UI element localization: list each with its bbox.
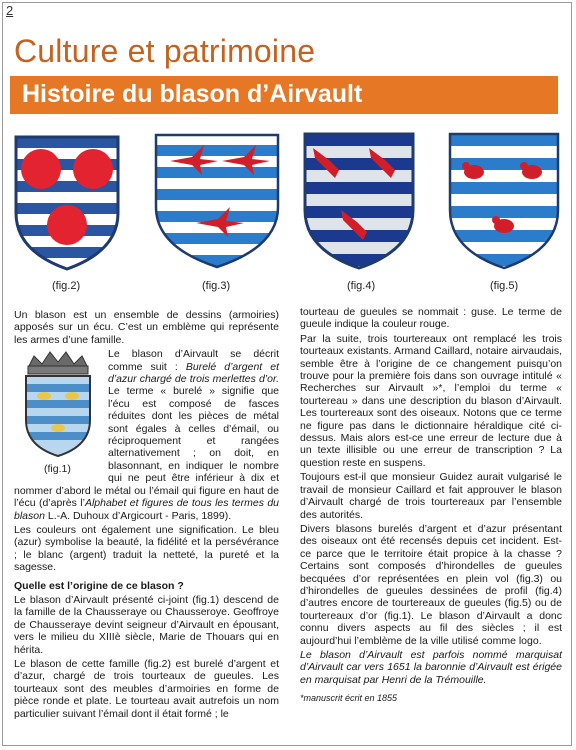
paragraph: Le blason d’Airvault est parfois nommé marquisat d’Airvault car vers 1651 la baronnie d’Airvault est érigée en marquisat par Henri de la Trémouille. — [300, 648, 562, 686]
banner-title: Histoire du blason d’Airvault — [22, 80, 363, 108]
section-heading: Quelle est l’origine de ce blason ? — [14, 579, 184, 592]
coat-of-arms-fig2 — [12, 133, 122, 273]
paragraph: Divers blasons burelés d’argent et d’azur présentant des oiseaux ont été recensés depuis cet incident. Est-ce parce que le territoire était propice à la chasse ? Certains sont composés d’hirondelles de gueules becquées d’or représentées en plein vol (fig.3) ou d’hirondelles de gueules dessinées de profil (fig.4) d’autres encore de tourtereaux de gueules (fig.5) ou de tourtereaux d’or (fig.1). Le blason d’Airvault a donc connu divers aspects au fil des siècles ; il est aujourd’hui l’emblème de la ville utilisé comme logo. — [300, 522, 562, 647]
fig1-spacer — [14, 348, 108, 481]
fig5-caption: (fig.5) — [490, 280, 519, 292]
right-column — [300, 306, 562, 707]
paragraph: tourteau de gueules se nommait : guse. Le terme de gueule indique la couleur rouge. — [300, 306, 562, 331]
fig4-caption: (fig.4) — [347, 280, 376, 292]
paragraph: Le blason d’Airvault présenté ci-joint (fig.1) descend de la famille de la Chausseraye ou Chausseroye. Geoffroye de Chausseraye devint seigneur d’Airvault en épousant, vers le milieu du XIIIè siècle, Marie de Thouars qui en hérita. — [14, 593, 279, 656]
fig1-caption: (fig.1) — [44, 463, 71, 475]
page-title: Culture et patrimoine — [14, 33, 316, 69]
paragraph: Toujours est-il que monsieur Guidez aurait vulgarisé le travail de monsieur Caillard et fait approuver le blason d’Airvault chargé de trois tourtereaux par l’ensemble des autorités. — [300, 471, 562, 521]
paragraph: Par la suite, trois tourtereaux ont remplacé les trois tourteaux existants. Armand Caillard, notaire airvaudais, semble être à l’origine de ce changement puisqu’on trouve pour la première fois dans son ouvrage intitulé « Recherches sur Airvault »*, l’emploi du terme « tourtereau » dans une description du blason d’Airvault. Les tourtereaux sont des oiseaux. Notons que ce terme ne figure pas dans le dictionnaire héraldique cité ci-dessus. Mais alors est-ce une erreur de lecture due à un texte illisible ou une erreur de transcription ? La question reste en suspens. — [300, 332, 562, 469]
paragraph: Les couleurs ont également une signification. Le bleu (azur) symbolise la beauté, la fidélité et la persévérance ; le blanc (argent) traduit la netteté, la pureté et la sagesse. — [14, 523, 279, 574]
page-number[interactable]: 2 — [6, 3, 14, 18]
coat-of-arms-fig5 — [446, 130, 562, 272]
paragraph: Un blason est un ensemble de dessins (armoiries) apposés sur un écu. C’est un emblème qui représente les armes d’une famille. — [14, 309, 279, 346]
coat-of-arms-fig4 — [301, 130, 417, 272]
left-column — [14, 309, 279, 722]
fig2-caption: (fig.2) — [52, 280, 81, 292]
coat-of-arms-fig3 — [152, 131, 282, 271]
paragraph: Le blason d’Airvault se décrit comme suit : Burelé d’argent et d’azur chargé de trois merlettes d’or. Le terme « burelé » signifie que l’écu est composé de fasces réduites dont les pièces de métal sont égales à celles d’émail, ou réciproquement et rangées alternativement ; on doit, en blasonnant, en indiquer le nombre qui ne peut être inférieur à dix et nommer d’abord le métal ou l’émail qui figure en haut de l’écu (d’après l’Alphabet et figures de tous les termes du blason L.-A. Duhoux d’Argicourt - Paris, 1899). — [14, 348, 280, 522]
fig3-caption: (fig.3) — [202, 280, 231, 292]
footnote: *manuscrit écrit en 1855 — [300, 693, 398, 704]
section-banner — [10, 76, 558, 114]
paragraph: Le blason de cette famille (fig.2) est burelé d’argent et d’azur, chargé de trois tourteaux de gueules. Les tourteaux sont des meubles d’armoiries en forme de pièce ronde et plate. Le tourteau avait autrefois un nom particulier suivant l’émail dont il était formé ; le — [14, 657, 279, 720]
